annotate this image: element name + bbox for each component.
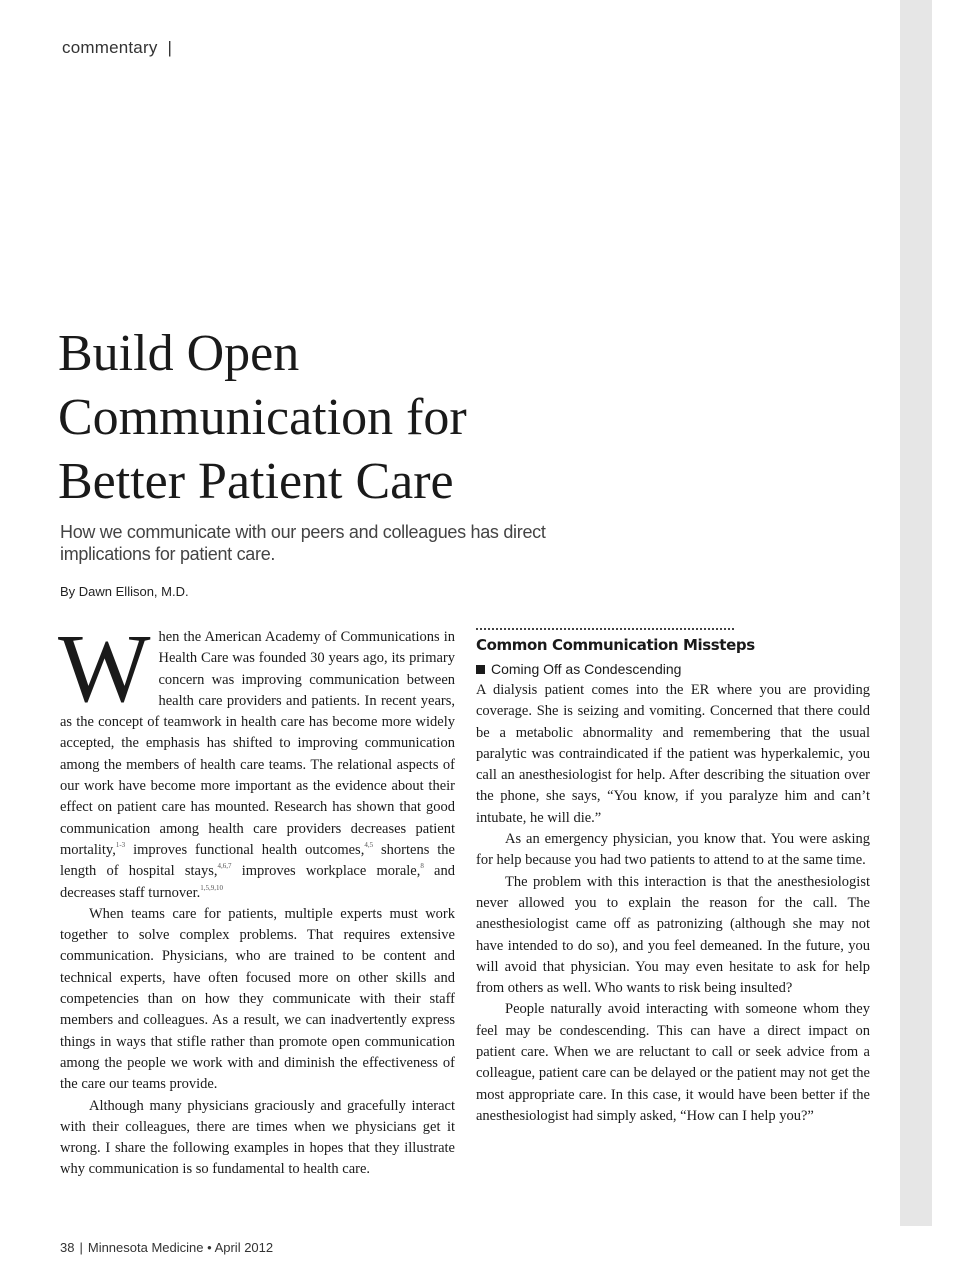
section-name: commentary [62, 38, 158, 57]
main-column [58, 615, 455, 1181]
p1-text-e: and decreases staff turnover. [60, 863, 455, 901]
sidebar-paragraph-1: A dialysis patient comes into the ER where you are providing coverage. She is seizing and vomiting. Concerned that there could be a metabolic abnormality and remembering that the usual paralytic was contraindicated if the patient was hyperkalemic, you call an anesthesiologist for help. After describing the situation over the phone, she says, “You know, if you paralyze him and can’t intubate, he will die.” [476, 682, 870, 826]
citation-5: 1,5,9,10 [200, 883, 223, 892]
citation-3: 4,6,7 [217, 862, 232, 871]
sidebar-title: Common Communication Missteps [476, 636, 755, 654]
sidebar-paragraph-2: As an emergency physician, you know that. You were asking for help because you had two patients to attend to at the same time. [476, 831, 870, 869]
citation-1: 1-3 [115, 840, 126, 849]
page-footer [60, 1240, 273, 1255]
footer-separator: | [79, 1240, 83, 1255]
sidebar-paragraph-4: People naturally avoid interacting with someone whom they feel may be condescending. This can have a direct impact on patient care. When we are reluctant to call or seek advice from a colleague, patient care can be delayed or the patient may not get the most appropriate care. In this case, it would have been better if the anesthesiologist had simply asked, “How can I help you?” [476, 1001, 870, 1124]
page-number: 38 [60, 1240, 75, 1255]
p1-text-d: improves workplace morale, [231, 863, 421, 880]
sidebar-subhead [476, 660, 870, 679]
p1-text-b: improves functional health outcomes, [125, 841, 365, 858]
sidebar-paragraph-3: The problem with this interaction is that the anesthesiologist never allowed you to explain the reason for the call. The anesthesiologist came off as patronizing (although she may not have intended to do so), and you feel demeaned. In the future, you will avoid that physician. You may even hesitate to ask for help from others as well. Who wants to risk being insulted? [476, 873, 870, 997]
publication-name: Minnesota Medicine [87, 1240, 204, 1255]
paragraph-3: Although many physicians graciously and gracefully interact with their colleagues, there are times when we physicians get it wrong. I share the following examples in hopes that they illustrate why communication is so fundamental to health care. [60, 1097, 455, 1178]
section-separator: | [167, 38, 173, 57]
article-subtitle: How we communicate with our peers and colleagues has direct implications for patient care. [60, 522, 546, 564]
citation-2: 4,5 [364, 840, 374, 849]
citation-4: 8 [420, 862, 424, 871]
paragraph-1 [58, 615, 455, 904]
dotted-divider [476, 628, 734, 630]
section-label [62, 38, 172, 58]
title-line-1: Build Open [58, 325, 300, 382]
title-line-2: Communication for [58, 389, 467, 446]
title-line-3: Better Patient Care [58, 453, 454, 510]
article-title [58, 322, 658, 514]
subhead-text: Coming Off as Condescending [491, 661, 682, 677]
p1-text-c: shortens the length of hospital stays, [60, 841, 455, 880]
footer-bullet: • [207, 1240, 212, 1255]
page-edge-strip [900, 0, 932, 1226]
byline: By Dawn Ellison, M.D. [60, 584, 189, 599]
p1-text-a: hen the American Academy of Communications in Health Care was founded 30 years ago, its primary concern was improving communication between health care providers and patients. In recent years, as the concept of teamwork in health care has become more widely accepted, the emphasis has shifted to improving communication among the members of health care teams. The relational aspects of our work have become more important as the evidence about their effect on patient care has mounted. Research has shown that good communication among health care providers decreases patient mortality, [60, 629, 455, 858]
drop-cap: W [58, 615, 151, 723]
issue-date: April 2012 [214, 1240, 274, 1255]
square-bullet-icon [476, 665, 485, 674]
sidebar-column [476, 628, 870, 1127]
paragraph-2: When teams care for patients, multiple experts must work together to solve complex problems. That requires extensive communication. Physicians, who are trained to be content and technical experts, have often focused more on other skills and competencies than on how they communicate with their staff members and colleagues. As a result, we can inadvertently express things in ways that stifle rather than promote open communication among the people we work with and diminish the effectiveness of the care our teams provide. [60, 905, 455, 1093]
